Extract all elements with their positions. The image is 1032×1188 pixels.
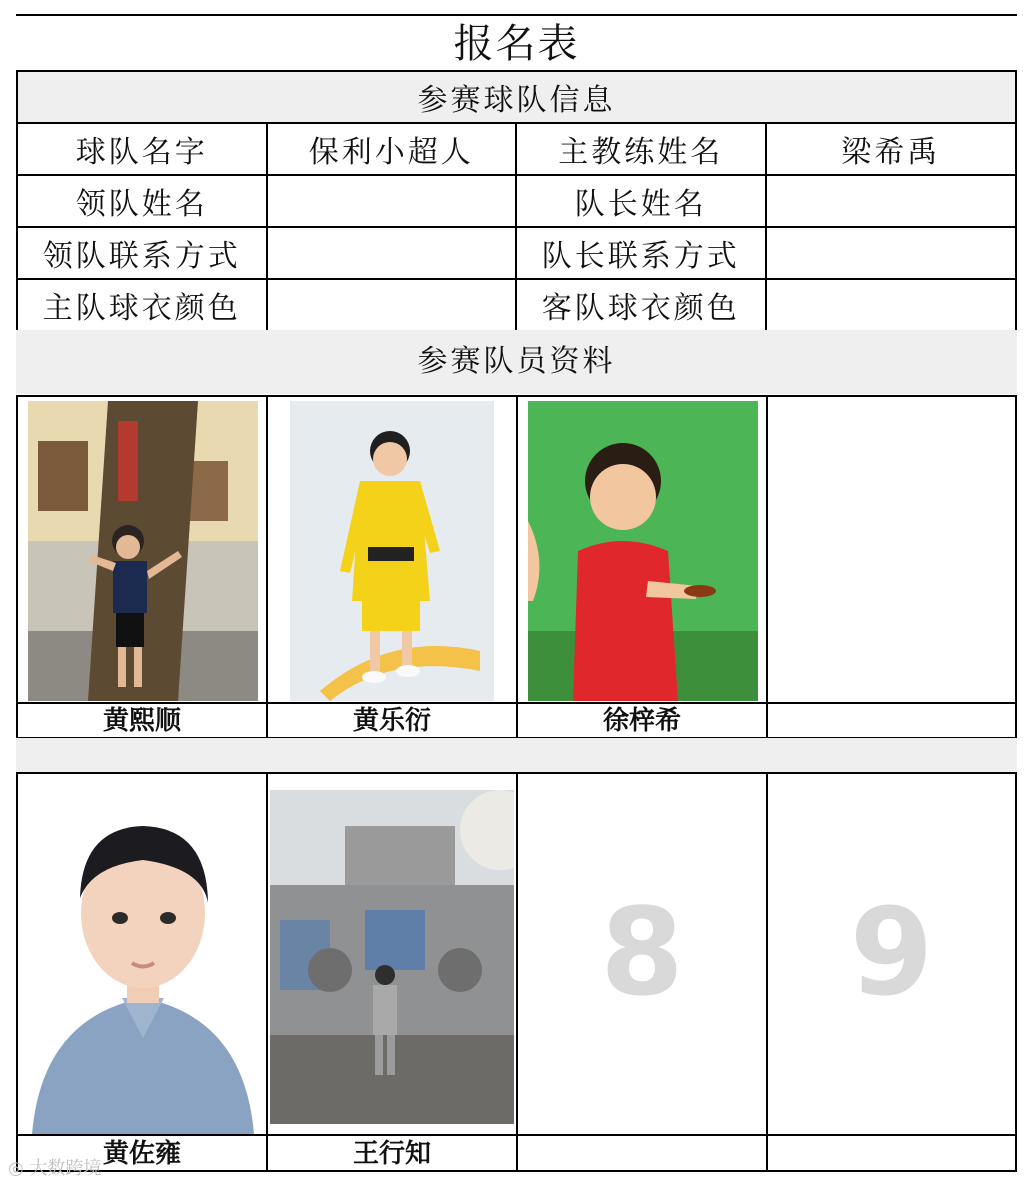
- form-title: 报名表: [453, 21, 580, 67]
- head-coach-label: 主教练姓名: [516, 123, 766, 175]
- player-card: [268, 774, 518, 1170]
- captain-name-label: 队长姓名: [516, 175, 766, 227]
- team-info-header-row: [17, 71, 1016, 123]
- captain-contact-label: 队长联系方式: [516, 227, 766, 279]
- away-jersey-value: [766, 279, 1017, 331]
- weibo-icon: ◎: [8, 1158, 30, 1179]
- player-card-empty: [518, 774, 768, 1170]
- player-card-empty: [768, 774, 1015, 1170]
- player-card-empty: [768, 397, 1015, 737]
- team-name-value: 保利小超人: [267, 123, 517, 175]
- leader-contact-label: 领队联系方式: [17, 227, 267, 279]
- team-info-row: [17, 227, 1016, 279]
- player-photo: [22, 778, 264, 1134]
- player-name: 黄佐雍: [18, 1134, 266, 1172]
- player-name: 黄熙顺: [18, 702, 266, 739]
- player-card: [268, 397, 518, 737]
- team-info-row: [17, 123, 1016, 175]
- leader-contact-value: [267, 227, 517, 279]
- player-card: [18, 774, 268, 1170]
- placeholder-number: 9: [849, 884, 934, 1023]
- player-name: [518, 1134, 766, 1172]
- away-jersey-label: 客队球衣颜色: [516, 279, 766, 331]
- captain-name-value: [766, 175, 1017, 227]
- player-name: [768, 1134, 1015, 1172]
- leader-name-value: [267, 175, 517, 227]
- player-card: [18, 397, 268, 737]
- team-info-row: [17, 175, 1016, 227]
- team-info-table: [16, 70, 1017, 332]
- placeholder-number: 8: [600, 884, 684, 1023]
- team-name-label: 球队名字: [17, 123, 267, 175]
- team-info-header: 参赛球队信息: [17, 71, 1016, 123]
- player-name: 王行知: [268, 1134, 516, 1172]
- player-name: [768, 702, 1015, 739]
- player-name: 黄乐衍: [268, 702, 516, 739]
- spacer-band: [16, 738, 1017, 772]
- player-photo: [528, 401, 758, 701]
- captain-contact-value: [766, 227, 1017, 279]
- home-jersey-label: 主队球衣颜色: [17, 279, 267, 331]
- home-jersey-value: [267, 279, 517, 331]
- player-photo: [270, 790, 514, 1124]
- player-card: [518, 397, 768, 737]
- roster-grid-row-2: [16, 772, 1017, 1172]
- team-info-row: [17, 279, 1016, 331]
- watermark-text: 大数跨境: [29, 1158, 102, 1179]
- head-coach-value: 梁希禹: [766, 123, 1017, 175]
- player-photo: [290, 401, 494, 701]
- roster-grid-row-1: [16, 395, 1017, 739]
- player-photo: [28, 401, 258, 701]
- roster-header: 参赛队员资料: [16, 330, 1017, 394]
- watermark: [8, 1154, 101, 1180]
- player-name: 徐梓希: [518, 702, 766, 739]
- leader-name-label: 领队姓名: [17, 175, 267, 227]
